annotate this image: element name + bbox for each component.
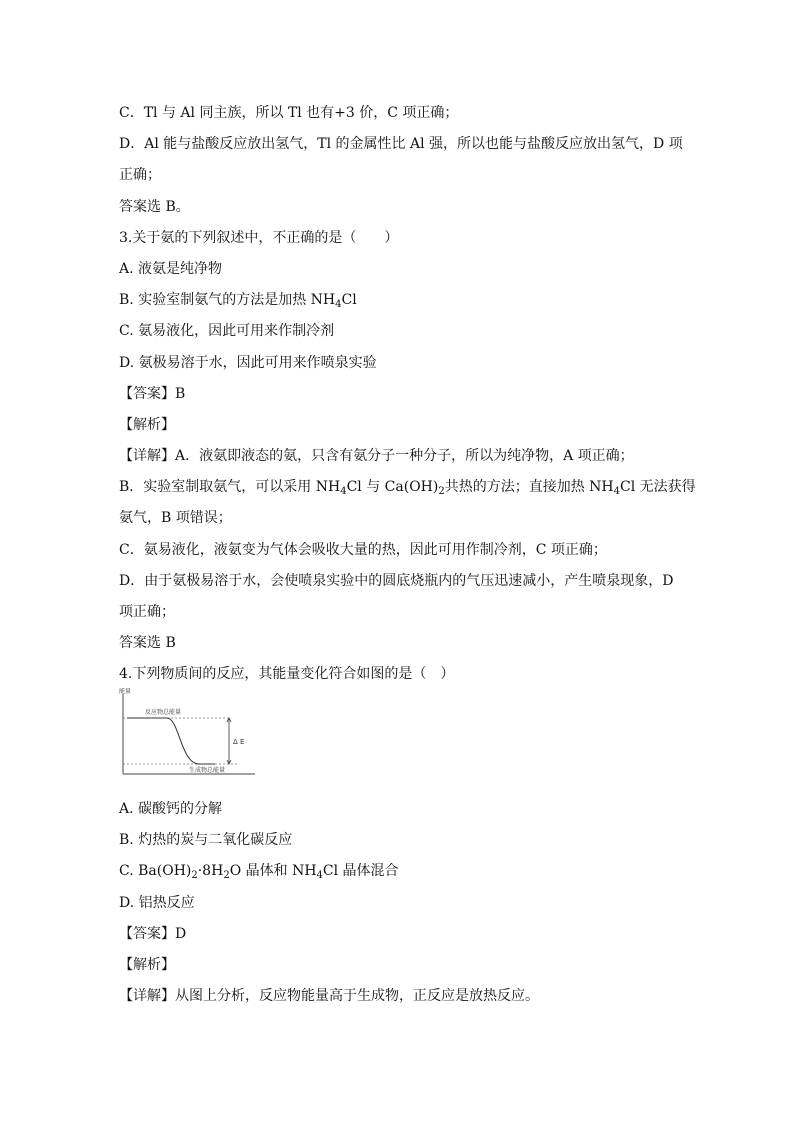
option-c-explanation: C．Tl 与 Al 同主族，所以 Tl 也有+3 价，C 项正确； (119, 105, 459, 121)
question-3-option-a: A. 液氨是纯净物 (119, 261, 223, 277)
text-run: B．实验室制取氨气，可以采用 NH (119, 479, 341, 495)
question-3-detail-a: 【详解】A．液氨即液态的氨，只含有氨分子一种分子，所以为纯净物，A 项正确； (119, 448, 634, 464)
question-3-detail-c: C．氨易液化，液氨变为气体会吸收大量的热，因此可用作制冷剂，C 项正确； (119, 542, 607, 558)
y-axis-label: 能量 (119, 688, 132, 695)
question-4-detail: 【详解】从图上分析，反应物能量高于生成物，正反应是放热反应。 (119, 988, 539, 1004)
delta-e-label: Δ E (233, 738, 245, 746)
subscript: 4 (340, 486, 347, 497)
question-3-detail-b-cont: 氨气，B 项错误； (119, 510, 232, 526)
energy-curve (127, 718, 215, 764)
question-3-detail-d-cont: 项正确； (119, 604, 175, 620)
subscript: 2 (191, 870, 198, 881)
option-d-explanation-cont: 正确； (119, 167, 161, 183)
question-3-option-b (119, 290, 357, 310)
question-3-analysis-heading: 【解析】 (119, 417, 175, 433)
energy-diagram-svg (119, 688, 259, 780)
text-run: ·8H (197, 863, 224, 879)
answer-choice: 答案选 B。 (119, 199, 190, 215)
text-run: O 晶体和 NH (229, 863, 317, 879)
question-3-detail-d: D．由于氨极易溶于水，会使喷泉实验中的圆底烧瓶内的气压迅速减小，产生喷泉现象，D (119, 573, 674, 589)
text-run: Cl 无法获得 (620, 479, 696, 495)
question-3-option-d: D. 氨极易溶于水，因此可用来作喷泉实验 (119, 355, 377, 371)
question-4-stem: 4.下列物质间的反应，其能量变化符合如图的是（ ） (119, 666, 455, 682)
question-4-option-a: A. 碳酸钙的分解 (119, 801, 223, 817)
subscript: 2 (438, 486, 445, 497)
question-3-final-answer: 答案选 B (119, 635, 176, 651)
option-d-explanation: D．Al 能与盐酸反应放出氢气，Tl 的金属性比 Al 强，所以也能与盐酸反应放出氢气，D 项 (119, 136, 683, 152)
question-4-option-b: B. 灼热的炭与二氧化碳反应 (119, 832, 293, 848)
question-3-stem: 3.关于氨的下列叙述中，不正确的是（ ） (119, 230, 399, 246)
subscript: 4 (316, 870, 323, 881)
text-run: Cl 晶体混合 (322, 863, 399, 879)
text-run: Cl 与 Ca(OH) (346, 479, 439, 495)
text-run: C. Ba(OH) (119, 863, 192, 879)
question-3-detail-b (119, 477, 696, 497)
question-4-analysis-heading: 【解析】 (119, 957, 175, 973)
subscript: 4 (335, 299, 342, 310)
energy-diagram (119, 688, 259, 780)
subscript: 2 (223, 870, 230, 881)
text-run: 共热的方法；直接加热 NH (444, 479, 614, 495)
question-3-answer: 【答案】B (119, 386, 186, 402)
reactant-label: 反应物总能量 (145, 709, 182, 716)
subscript: 4 (613, 486, 621, 497)
product-label: 生成物总能量 (189, 767, 226, 774)
question-4-option-d: D. 铝热反应 (119, 895, 195, 911)
question-4-answer: 【答案】D (119, 926, 187, 942)
text-run: Cl (341, 292, 357, 308)
question-3-option-c: C. 氨易液化，因此可用来作制冷剂 (119, 323, 335, 339)
text-run: B. 实验室制氨气的方法是加热 NH (119, 292, 336, 308)
question-4-option-c (119, 861, 399, 881)
